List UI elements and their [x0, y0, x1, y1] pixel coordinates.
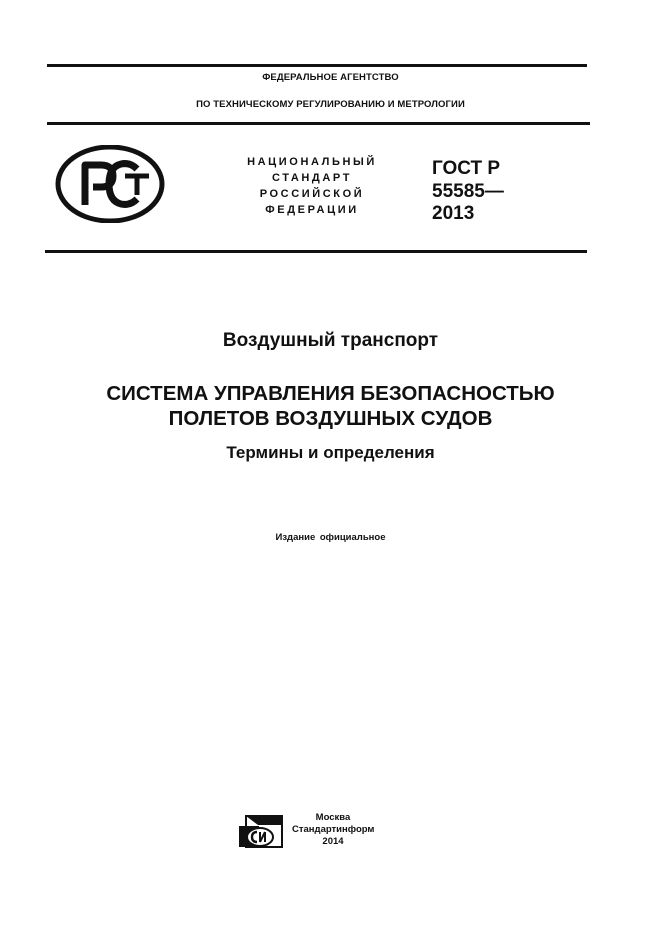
title-line-2: ПОЛЕТОВ ВОЗДУШНЫХ СУДОВ	[168, 407, 493, 430]
document-subtitle: Термины и определения	[226, 443, 435, 462]
standard-type-line-1: НАЦИОНАЛЬНЫЙ	[247, 156, 377, 168]
standard-type	[222, 154, 402, 218]
designation-line-1: ГОСТ Р	[432, 158, 501, 179]
standard-type-line-3: РОССИЙСКОЙ	[259, 188, 365, 200]
publisher-year: 2014	[322, 836, 344, 847]
agency-line-1: ФЕДЕРАЛЬНОЕ АГЕНТСТВО	[262, 72, 399, 83]
standard-type-line-2: СТАНДАРТ	[271, 172, 353, 184]
edition-note: Издание официальное	[275, 532, 386, 543]
publisher-name: Стандартинформ	[292, 824, 375, 835]
document-title	[0, 381, 661, 431]
publisher-info	[292, 812, 374, 848]
publisher-city: Москва	[315, 812, 351, 823]
document-subject: Воздушный транспорт	[222, 330, 439, 351]
bottom-header-rule	[45, 250, 587, 253]
designation-line-3: 2013	[432, 203, 475, 224]
standard-type-line-4: ФЕДЕРАЦИИ	[265, 204, 359, 216]
agency-line-2: ПО ТЕХНИЧЕСКОМУ РЕГУЛИРОВАНИЮ И МЕТРОЛОГИИ	[196, 99, 465, 110]
standartinform-logo-icon	[238, 813, 286, 850]
designation-line-2: 55585—	[432, 180, 504, 202]
header-rule	[47, 122, 590, 125]
rst-mark-icon	[55, 145, 165, 223]
title-line-1: СИСТЕМА УПРАВЛЕНИЯ БЕЗОПАСНОСТЬЮ	[106, 382, 555, 405]
standard-designation	[432, 158, 504, 226]
top-rule	[47, 64, 587, 67]
